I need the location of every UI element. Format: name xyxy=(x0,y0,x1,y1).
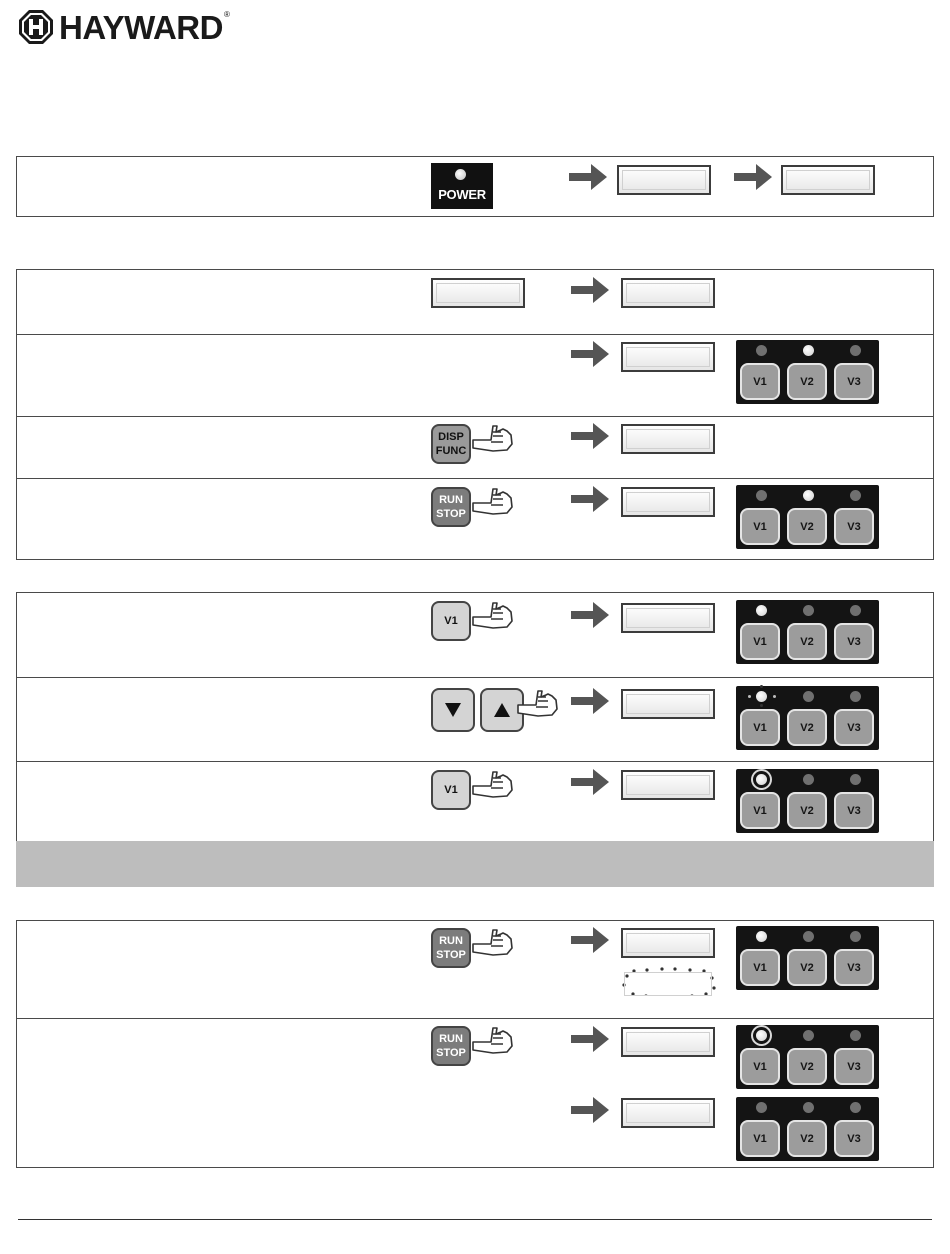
v3-led-icon xyxy=(850,931,861,942)
v1-button[interactable]: V1 xyxy=(740,949,780,986)
run-label: RUN xyxy=(439,935,463,947)
v2-button[interactable]: V2 xyxy=(787,792,827,829)
v3-led-icon xyxy=(850,605,861,616)
v3-led-icon xyxy=(850,1030,861,1041)
blink-tick-icon xyxy=(748,695,751,698)
lcd-display xyxy=(621,603,715,633)
v2-button[interactable]: V2 xyxy=(787,363,827,400)
v1-button[interactable]: V1 xyxy=(740,1048,780,1085)
v2-led-icon xyxy=(803,490,814,501)
v1-led-icon xyxy=(756,605,767,616)
pointing-hand-icon xyxy=(471,420,515,452)
v2-button[interactable]: V2 xyxy=(787,1048,827,1085)
v1-led-icon xyxy=(756,1102,767,1113)
run-label: RUN xyxy=(439,494,463,506)
v1-button[interactable]: V1 xyxy=(740,363,780,400)
v3-led-icon xyxy=(850,1102,861,1113)
speed-panel xyxy=(736,686,879,750)
v1-led-icon xyxy=(756,1030,767,1041)
arrow-right-icon xyxy=(571,486,609,512)
disp-func-button[interactable] xyxy=(431,424,471,464)
v1-button[interactable]: V1 xyxy=(740,623,780,660)
v2-button[interactable]: V2 xyxy=(787,508,827,545)
blink-dots-icon xyxy=(618,966,718,996)
triangle-down-icon xyxy=(445,703,461,717)
speed-panel xyxy=(736,340,879,404)
power-indicator xyxy=(431,163,493,209)
v3-button[interactable]: V3 xyxy=(834,623,874,660)
run-stop-button[interactable] xyxy=(431,928,471,968)
v1-button[interactable]: V1 xyxy=(740,792,780,829)
speed-panel xyxy=(736,926,879,990)
v2-led-icon xyxy=(803,345,814,356)
v3-button[interactable]: V3 xyxy=(834,363,874,400)
arrow-right-icon xyxy=(571,602,609,628)
v3-button[interactable]: V3 xyxy=(834,792,874,829)
lcd-display xyxy=(621,342,715,372)
arrow-right-icon xyxy=(571,277,609,303)
v1-led-icon xyxy=(756,490,767,501)
disp-label: DISP xyxy=(438,431,464,443)
lcd-display xyxy=(617,165,711,195)
speed-panel xyxy=(736,1025,879,1089)
speed-panel xyxy=(736,485,879,549)
run-stop-button[interactable] xyxy=(431,1026,471,1066)
v2-button[interactable]: V2 xyxy=(787,623,827,660)
speed-panel xyxy=(736,769,879,833)
v3-led-icon xyxy=(850,490,861,501)
v2-led-icon xyxy=(803,605,814,616)
lcd-display xyxy=(781,165,875,195)
arrow-right-icon xyxy=(734,164,772,190)
pointing-hand-icon xyxy=(471,597,515,629)
v1-button[interactable]: V1 xyxy=(740,709,780,746)
arrow-right-icon xyxy=(569,164,607,190)
v1-press-button[interactable]: V1 xyxy=(431,770,471,810)
v2-led-icon xyxy=(803,1030,814,1041)
v1-press-button[interactable]: V1 xyxy=(431,601,471,641)
speed-panel xyxy=(736,600,879,664)
blink-tick-icon xyxy=(760,685,763,688)
hayward-h-emblem-icon xyxy=(18,9,54,45)
down-arrow-button[interactable] xyxy=(431,688,475,732)
power-label: POWER xyxy=(438,187,486,202)
v1-led-icon xyxy=(756,774,767,785)
hayward-logo xyxy=(18,8,230,46)
v3-button[interactable]: V3 xyxy=(834,709,874,746)
v2-button[interactable]: V2 xyxy=(787,1120,827,1157)
pointing-hand-icon xyxy=(471,483,515,515)
stop-label: STOP xyxy=(436,508,466,520)
blink-tick-icon xyxy=(773,695,776,698)
stop-label: STOP xyxy=(436,1047,466,1059)
lcd-display xyxy=(621,487,715,517)
v2-button[interactable]: V2 xyxy=(787,949,827,986)
arrow-right-icon xyxy=(571,1026,609,1052)
registered-mark: ® xyxy=(223,10,230,19)
lcd-display xyxy=(621,1027,715,1057)
lcd-display xyxy=(621,770,715,800)
pointing-hand-icon xyxy=(471,924,515,956)
arrow-right-icon xyxy=(571,423,609,449)
v2-led-icon xyxy=(803,691,814,702)
lcd-display xyxy=(621,689,715,719)
v3-button[interactable]: V3 xyxy=(834,949,874,986)
lcd-display xyxy=(621,1098,715,1128)
arrow-right-icon xyxy=(571,341,609,367)
footer-divider xyxy=(18,1219,932,1220)
pointing-hand-icon xyxy=(471,1022,515,1054)
lcd-display xyxy=(431,278,525,308)
arrow-right-icon xyxy=(571,688,609,714)
v3-button[interactable]: V3 xyxy=(834,1120,874,1157)
arrow-right-icon xyxy=(571,1097,609,1123)
v1-button[interactable]: V1 xyxy=(740,508,780,545)
v1-led-icon xyxy=(756,691,767,702)
triangle-up-icon xyxy=(494,703,510,717)
v1-led-icon xyxy=(756,345,767,356)
arrow-right-icon xyxy=(571,769,609,795)
func-label: FUNC xyxy=(435,445,467,457)
stop-label: STOP xyxy=(436,949,466,961)
lcd-display xyxy=(621,928,715,958)
note-bar xyxy=(16,841,934,887)
v2-button[interactable]: V2 xyxy=(787,709,827,746)
v3-led-icon xyxy=(850,774,861,785)
lcd-display xyxy=(621,278,715,308)
v1-button[interactable]: V1 xyxy=(740,1120,780,1157)
v1-led-icon xyxy=(756,931,767,942)
pointing-hand-icon xyxy=(516,685,560,717)
v3-button[interactable]: V3 xyxy=(834,508,874,545)
power-led-icon xyxy=(455,169,466,180)
run-stop-button[interactable] xyxy=(431,487,471,527)
blinking-lcd-display xyxy=(621,969,715,999)
speed-panel xyxy=(736,1097,879,1161)
v2-led-icon xyxy=(803,1102,814,1113)
lcd-display xyxy=(621,424,715,454)
v3-led-icon xyxy=(850,691,861,702)
arrow-right-icon xyxy=(571,927,609,953)
v3-led-icon xyxy=(850,345,861,356)
run-label: RUN xyxy=(439,1033,463,1045)
v2-led-icon xyxy=(803,931,814,942)
logo-wordmark: HAYWARD xyxy=(59,8,223,46)
v2-led-icon xyxy=(803,774,814,785)
pointing-hand-icon xyxy=(471,766,515,798)
v3-button[interactable]: V3 xyxy=(834,1048,874,1085)
blink-tick-icon xyxy=(760,704,763,707)
